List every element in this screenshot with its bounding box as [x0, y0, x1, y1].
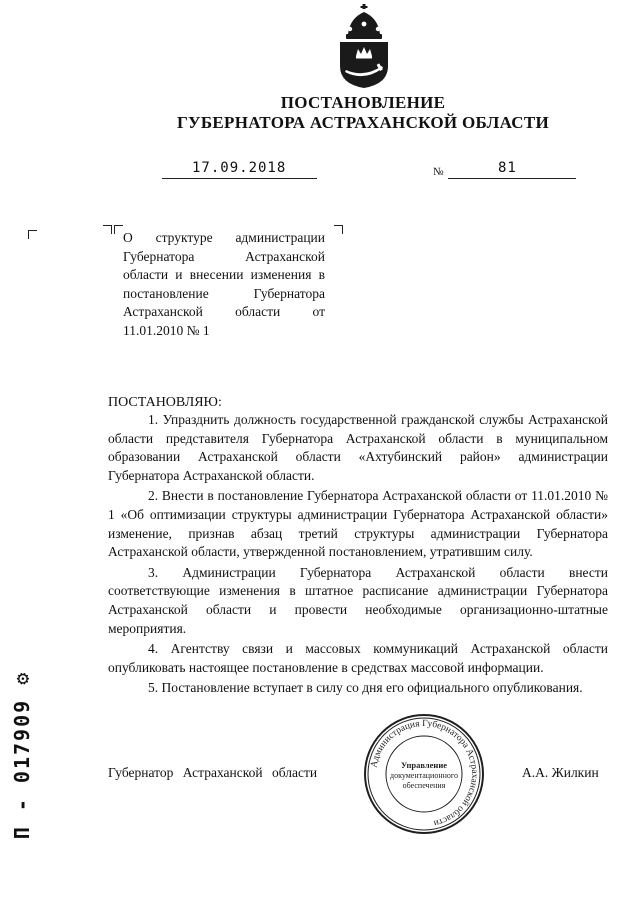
seal-inner-line: обеспечения [402, 781, 446, 790]
decree-item: 3. Администрации Губернатора Астраханской области внести соответствующие изменения в штатное расписание администрации Губернатора Астраханской области и провести необходимые организационно-штатные мероприятия. [108, 564, 608, 636]
decree-item: 1. Упразднить должность государственной гражданской службы Астраханской области представителя Губернатора Астраханской области в муниципальном образовании Астраханской области «Ахтубинский район» администрации Губернатора Астраханской области. [108, 412, 608, 483]
subject-bracket-top-left [103, 225, 112, 234]
decree-date: 17.09.2018 [162, 160, 317, 179]
serial-code-text: П - 017909 ⚙ [10, 670, 34, 840]
seal-inner-line: Управление [400, 760, 448, 770]
decree-number: 81 [448, 160, 576, 179]
serial-code [2, 660, 42, 850]
official-seal [362, 712, 486, 836]
subject-bracket-top-left-inner [114, 225, 123, 234]
left-margin-bracket [28, 230, 37, 239]
issuer-heading: ГУБЕРНАТОРА АСТРАХАНСКОЙ ОБЛАСТИ [176, 113, 550, 132]
seal-outer-text: Администрация Губернатора Астраханской области [369, 718, 480, 828]
decree-item: 4. Агентству связи и массовых коммуникаций Астраханской области опубликовать настоящее постановление в средствах массовой информации. [108, 641, 608, 675]
decree-item: 2. Внести в постановление Губернатора Астраханской области от 11.01.2010 № 1 «Об оптимизации структуры администрации Губернатора Астраханской области» изменение, признав абзац третий структуры администрации Губернатора Астраханской области, утвержденной постановлением, утратившим силу. [108, 488, 608, 560]
decree-item: 5. Постановление вступает в силу со дня его официального опубликования. [148, 680, 583, 696]
signatory-name: А.А. Жилкин [522, 765, 599, 780]
subject-bracket-top-right [334, 225, 343, 234]
decree-subject: О структуре администрации Губернатора Астраханской области и внесении изменения в постановление Губернатора Астраханской области от 11.01.2010 № 1 [123, 230, 325, 338]
document-type-heading: ПОСТАНОВЛЕНИЕ [280, 93, 446, 112]
seal-inner-line: документационного [390, 771, 458, 780]
signatory-role: Губернатор Астраханской области [108, 765, 318, 780]
decree-body [108, 411, 608, 700]
number-label: № [433, 166, 444, 178]
coat-of-arms-icon [336, 4, 392, 88]
decree-keyword: ПОСТАНОВЛЯЮ: [108, 395, 222, 410]
